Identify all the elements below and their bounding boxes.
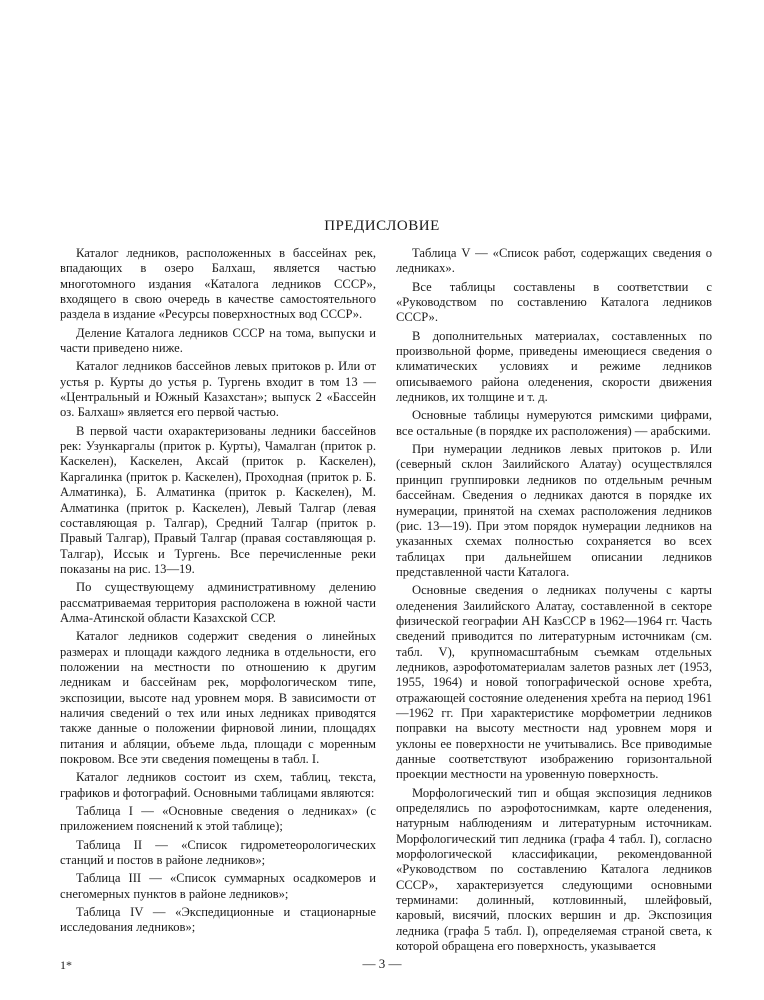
signature-mark: 1* — [60, 958, 72, 972]
paragraph: Основные таблицы нумеруются римскими цифрами, все остальные (в порядке их расположения) — арабскими. — [396, 408, 712, 438]
left-column — [60, 246, 376, 939]
paragraph: Таблица III — «Список суммарных осадкомеров и снегомерных пунктов в районе ледников»; — [60, 871, 376, 901]
paragraph: При нумерации ледников левых притоков р. Или (северный склон Заилийского Алатау) осуществлялся принцип группировки ледников по отдельным речным бассейнам. Сведения о ледниках даются в порядке их нумерации, принятой на схемах расположения ледников (рис. 13—19). При этом порядок нумерации ледников на указанных схемах полностью сохраняется во всех таблицах при дальнейшем описании ледников представленной части Каталога. — [396, 442, 712, 579]
paragraph: Таблица IV — «Экспедиционные и стационарные исследования ледников»; — [60, 905, 376, 935]
paragraph: Каталог ледников бассейнов левых притоков р. Или от устья р. Курты до устья р. Тургень входит в том 13 — «Центральный и Южный Казахстан»; выпуск 2 «Бассейн оз. Балхаш» является его первой частью. — [60, 359, 376, 420]
paragraph: Все таблицы составлены в соответствии с «Руководством по составлению Каталога ледников СССР». — [396, 279, 712, 325]
page-title: ПРЕДИСЛОВИЕ — [324, 218, 440, 234]
paragraph: По существующему административному делению рассматриваемая территория расположена в южной части Алма-Атинской области Казахской ССР. — [60, 580, 376, 625]
paragraph: Основные сведения о ледниках получены с карты оледенения Заилийского Алатау, составленной в секторе физической географии АН КазССР в 1962—1964 гг. Часть сведений приводится по литературным источникам (см. табл. V), крупномасштабным съемкам отдельных ледников, аэрофотоматериалам залетов разных лет (1953, 1955, 1964) и новой топографической основе хребта, отражающей состояние оледенения хребта на период 1961—1962 гг. При характеристике морфометрии ледников поправки на высоту местности над уровнем моря и уклоны ее поверхности не учитывались. Все приводимые данные соответствуют изображению горизонтальной проекции местности на уровенную поверхность. — [396, 583, 712, 782]
paragraph: Таблица I — «Основные сведения о ледниках» (с приложением пояснений к этой таблице); — [60, 804, 376, 834]
paragraph: Каталог ледников, расположенных в бассейнах рек, впадающих в озеро Балхаш, является частью многотомного издания «Каталога ледников СССР», входящего в свою очередь в качестве самостоятельного раздела в издание «Ресурсы поверхностных вод СССР». — [60, 246, 376, 322]
paragraph: Морфологический тип и общая экспозиция ледников определялись по аэрофотоснимкам, карте оледенения, натурным наблюдениям и литературным источникам. Морфологический тип ледника (графа 4 табл. I), согласно морфологической классификации, рекомендованной «Руководством по составлению Каталога ледников СССР», характеризуется следующими основными терминами: долинный, котловинный, шлейфовый, каровый, висячий, плоских вершин и др. Экспозиция ледника (графа 5 табл. I), определяемая страной света, к которой обращена его поверхность, указывается — [396, 785, 712, 954]
paragraph: Каталог ледников состоит из схем, таблиц, текста, графиков и фотографий. Основными таблицами являются: — [60, 770, 376, 800]
paragraph: Таблица V — «Список работ, содержащих сведения о ледниках». — [396, 246, 712, 276]
paragraph: В первой части охарактеризованы ледники бассейнов рек: Узункаргалы (приток р. Курты), Чамалган (приток р. Каскелен), Каскелен, Аксай (приток р. Каскелен), Каргалинка (приток р. Каскелен), Проходная (приток р. Б. Алматинка), Б. Алматинка (приток р. Каскелен), М. Алматинка (приток р. Каскелен), Левый Талгар (левая составляющая р. Талгар), Средний Талгар (приток р. Правый Талгар), Правый Талгар (правая составляющая р. Талгар), Иссык и Тургень. Все перечисленные реки показаны на рис. 13—19. — [60, 423, 376, 576]
paragraph: Таблица II — «Список гидрометеорологических станций и постов в районе ледников»; — [60, 837, 376, 868]
paragraph: Деление Каталога ледников СССР на тома, выпуски и части приведено ниже. — [60, 325, 376, 356]
paragraph: В дополнительных материалах, составленных по произвольной форме, приведены имеющиеся сведения о климатических условиях и режиме ледников описываемого района оледенения, скорости движения ледников, их толщине и т. д. — [396, 328, 712, 405]
page-number: — 3 — — [362, 956, 402, 971]
right-column — [396, 246, 712, 957]
paragraph: Каталог ледников содержит сведения о линейных размерах и площади каждого ледника в отдельности, его положении на местности по отношению к другим ледникам и бассейнам рек, морфологическом типе, экспозиции, высоте над уровнем моря. В зависимости от наличия сведений о тех или иных ледниках приводятся также данные о положении фирновой линии, площадях питания и абляции, объеме льда, площади с моренным покровом. Все эти сведения помещены в табл. I. — [60, 629, 376, 766]
